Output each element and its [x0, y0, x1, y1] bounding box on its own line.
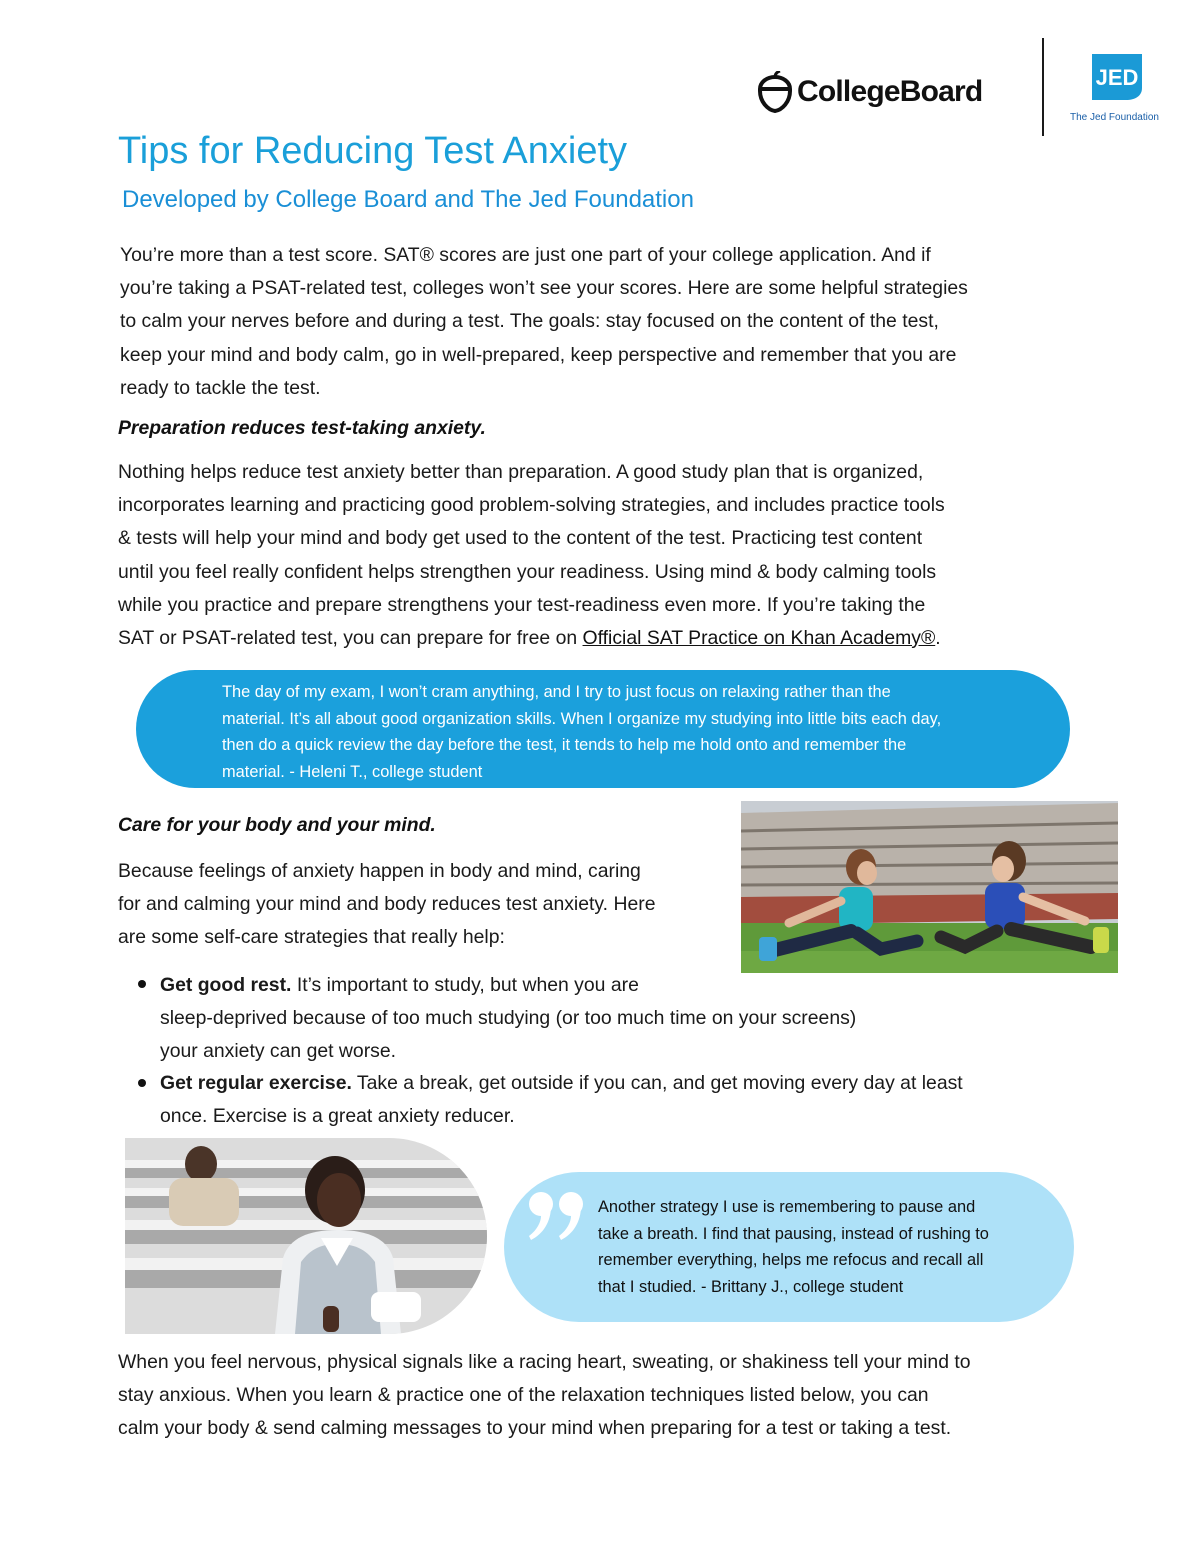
bullet-bold-label: Get good rest.	[160, 974, 292, 996]
quotation-mark-icon	[527, 1190, 587, 1242]
bullet-regular-exercise	[160, 1067, 963, 1133]
preparation-line-prefix: SAT or PSAT-related test, you can prepare for free on	[118, 626, 583, 649]
jed-caption: The Jed Foundation	[1070, 112, 1159, 123]
intro-line: keep your mind and body calm, go in well-prepared, keep perspective and remember that you are	[120, 343, 957, 366]
photo-students-stretching	[741, 801, 1118, 973]
quote-line: Another strategy I use is remembering to pause and	[598, 1198, 976, 1216]
preparation-line: incorporates learning and practicing good problem-solving strategies, and includes practice tools	[118, 494, 945, 517]
jed-badge-text: JED	[1095, 65, 1139, 90]
preparation-line: Nothing helps reduce test anxiety better than preparation. A good study plan that is organized,	[118, 461, 924, 483]
college-board-logo	[757, 66, 1017, 118]
bullet-dot	[138, 1079, 146, 1087]
bullet-line: your anxiety can get worse.	[160, 1040, 397, 1063]
intro-line: to calm your nerves before and during a test. The goals: stay focused on the content of the test,	[120, 310, 939, 333]
bullet-good-rest	[160, 969, 856, 1069]
section-heading-care: Care for your body and your mind.	[118, 814, 436, 836]
care-line: are some self-care strategies that really help:	[118, 926, 505, 949]
intro-line: ready to tackle the test.	[120, 376, 321, 399]
college-board-wordmark: CollegeBoard	[797, 75, 983, 108]
preparation-last-line	[118, 622, 945, 655]
khan-academy-link[interactable]: Official SAT Practice on Khan Academy®	[582, 626, 936, 649]
quote-line: take a breath. I find that pausing, instead of rushing to	[598, 1224, 989, 1243]
quote-line: material. - Heleni T., college student	[222, 762, 483, 781]
preparation-line: & tests will help your mind and body get used to the content of the test. Practicing test content	[118, 527, 923, 550]
intro-paragraph	[120, 239, 968, 405]
closing-line: When you feel nervous, physical signals like a racing heart, sweating, or shakiness tell your mind to	[118, 1351, 971, 1373]
bullet-line: once. Exercise is a great anxiety reducer.	[160, 1105, 515, 1128]
bullet-bold-label: Get regular exercise.	[160, 1072, 352, 1094]
closing-line: stay anxious. When you learn & practice one of the relaxation techniques listed below, you can	[118, 1384, 929, 1407]
preparation-line: while you practice and prepare strengthens your test-readiness even more. If you’re taking the	[118, 593, 926, 616]
quote-line: that I studied. - Brittany J., college student	[598, 1277, 904, 1296]
bullet-line: sleep-deprived because of too much studying (or too much time on your screens)	[160, 1007, 857, 1030]
quote-text-brittany	[598, 1194, 989, 1300]
intro-line: You’re more than a test score. SAT® scores are just one part of your college application. And if	[120, 244, 931, 266]
acorn-icon	[757, 71, 793, 113]
bullet-text: It’s important to study, but when you are	[291, 974, 639, 996]
quote-line: then do a quick review the day before the test, it tends to help me hold onto and remember the	[222, 736, 907, 754]
logo-divider	[1042, 38, 1044, 136]
section-heading-preparation: Preparation reduces test-taking anxiety.	[118, 417, 486, 439]
bullet-line	[160, 1067, 963, 1100]
jed-badge-icon	[1088, 52, 1146, 102]
quote-line: The day of my exam, I won’t cram anything, and I try to just focus on relaxing rather than the	[222, 683, 891, 701]
page-subtitle: Developed by College Board and The Jed Foundation	[122, 186, 694, 213]
bullet-text: Take a break, get outside if you can, and get moving every day at least	[351, 1072, 963, 1094]
bullet-line	[160, 969, 856, 1002]
preparation-paragraph	[118, 456, 945, 655]
preparation-line-suffix: .	[935, 626, 941, 649]
page-title: Tips for Reducing Test Anxiety	[118, 130, 628, 172]
care-line: Because feelings of anxiety happen in body and mind, caring	[118, 860, 641, 882]
quote-line: material. It’s all about good organization skills. When I organize my studying into little bits each day,	[222, 709, 942, 728]
preparation-line: until you feel really confident helps strengthen your readiness. Using mind & body calming tools	[118, 560, 937, 583]
care-paragraph	[118, 855, 655, 955]
intro-line: you’re taking a PSAT-related test, colleges won’t see your scores. Here are some helpful strategies	[120, 277, 968, 300]
quote-line: remember everything, helps me refocus and recall all	[598, 1251, 984, 1269]
bullet-dot	[138, 980, 146, 988]
quote-text-heleni	[222, 679, 941, 785]
closing-line: calm your body & send calming messages to your mind when preparing for a test or taking a test.	[118, 1417, 952, 1440]
photo-students-classroom	[125, 1138, 487, 1334]
care-line: for and calming your mind and body reduces test anxiety. Here	[118, 893, 656, 916]
closing-paragraph	[118, 1346, 971, 1446]
